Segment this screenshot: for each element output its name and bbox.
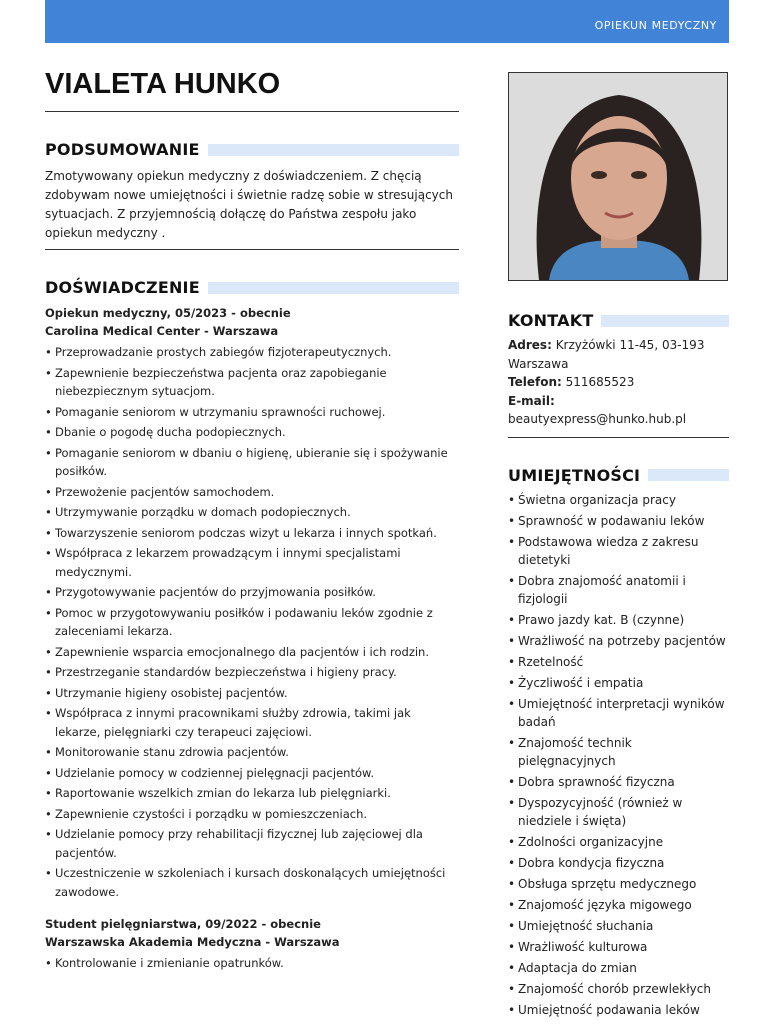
contact-details [508, 336, 729, 438]
skill-item: • Wrażliwość kulturowa [508, 938, 729, 956]
duty-item: • Pomaganie seniorom w dbaniu o higienę, ubieranie się i spożywanie posiłków. [45, 444, 459, 481]
duty-item: • Współpraca z lekarzem prowadzącym i innymi specjalistami medycznymi. [45, 544, 459, 581]
skill-item: • Znajomość chorób przewlekłych [508, 980, 729, 998]
duty-item: • Uczestniczenie w szkoleniach i kursach doskonalących umiejętności zawodowe. [45, 864, 459, 901]
duty-item: • Przygotowywanie pacjentów do przyjmowania posiłków. [45, 583, 459, 602]
job-company: Warszawska Akademia Medyczna - Warszawa [45, 935, 340, 949]
contact-section [508, 311, 729, 438]
job-entry [45, 304, 459, 901]
job-dates: , 09/2022 - obecnie [196, 917, 321, 931]
summary-text: Zmotywowany opiekun medyczny z doświadczeniem. Z chęcią zdobywam nowe umiejętności i świetnie radzę sobie w stresujących sytuacjach. Z przyjemnością dołączę do Państwa zespołu jako opiekun medyczny . [45, 167, 459, 250]
experience-section [45, 278, 459, 973]
job-position: Student pielęgniarstwa [45, 917, 197, 931]
skill-item: • Obsługa sprzętu medycznego [508, 875, 729, 893]
skill-item: • Umiejętność słuchania [508, 917, 729, 935]
address-value: Krzyżówki 11-45, 03-193 Warszawa [508, 338, 705, 371]
duty-item: • Udzielanie pomocy w codziennej pielęgnacji pacjentów. [45, 764, 459, 783]
duty-item: • Utrzymanie higieny osobistej pacjentów. [45, 684, 459, 703]
header-bar [45, 0, 729, 43]
skill-item: • Umiejętność interpretacji wyników badań [508, 695, 729, 731]
email-label: E-mail: [508, 393, 555, 408]
duty-item: • Monitorowanie stanu zdrowia pacjentów. [45, 743, 459, 762]
skills-section [508, 466, 729, 1019]
duty-item: • Utrzymywanie porządku w domach podopiecznych. [45, 503, 459, 522]
skill-item: • Adaptacja do zmian [508, 959, 729, 977]
duty-item: • Towarzyszenie seniorom podczas wizyt u lekarza i innych spotkań. [45, 524, 459, 543]
job-dates: , 05/2023 - obecnie [166, 306, 291, 320]
section-accent-bar [208, 282, 459, 294]
duty-item: • Zapewnienie bezpieczeństwa pacjenta oraz zapobieganie niebezpiecznym sytuacjom. [45, 364, 459, 401]
duty-item: • Zapewnienie czystości i porządku w pomieszczeniach. [45, 805, 459, 824]
phone-label: Telefon: [508, 375, 562, 389]
section-accent-bar [648, 469, 729, 481]
skill-item: • Umiejętność podawania leków [508, 1001, 729, 1019]
skill-item: • Świetna organizacja pracy [508, 491, 729, 509]
skill-item: • Życzliwość i empatia [508, 674, 729, 692]
skill-item: • Dobra sprawność fizyczna [508, 773, 729, 791]
profile-photo [508, 72, 728, 281]
phone-value[interactable]: 511685523 [561, 375, 635, 389]
duty-item: • Kontrolowanie i zmienianie opatrunków. [45, 954, 459, 973]
duty-item: • Przewożenie pacjentów samochodem. [45, 483, 459, 502]
skill-item: • Wrażliwość na potrzeby pacjentów [508, 632, 729, 650]
skills-list [508, 491, 729, 1019]
skill-item: • Znajomość technik pielęgnacyjnych [508, 734, 729, 770]
contact-title [508, 311, 729, 330]
summary-title [45, 140, 459, 159]
candidate-name: VIALETA HUNKO [45, 68, 459, 112]
portrait-image [509, 73, 727, 280]
address-label: Adres: [508, 338, 552, 352]
duty-item: • Pomaganie seniorom w utrzymaniu sprawności ruchowej. [45, 403, 459, 422]
job-entry [45, 915, 459, 973]
skills-title-text: UMIEJĘTNOŚCI [508, 465, 641, 485]
job-header [45, 304, 459, 340]
skills-title [508, 466, 729, 485]
job-duties-list [45, 954, 459, 973]
skill-item: • Podstawowa wiedza z zakresu dietetyki [508, 533, 729, 569]
skill-item: • Znajomość języka migowego [508, 896, 729, 914]
job-header [45, 915, 459, 951]
experience-title [45, 278, 459, 297]
summary-title-text: PODSUMOWANIE [45, 140, 200, 159]
job-position: Opiekun medyczny [45, 306, 167, 320]
skill-item: • Dobra znajomość anatomii i fizjologii [508, 572, 729, 608]
experience-title-text: DOŚWIADCZENIE [45, 278, 200, 297]
duty-item: • Zapewnienie wsparcia emocjonalnego dla pacjentów i ich rodzin. [45, 643, 459, 662]
job-company: Carolina Medical Center - Warszawa [45, 324, 279, 338]
duty-item: • Przestrzeganie standardów bezpieczeństwa i higieny pracy. [45, 663, 459, 682]
skill-item: • Rzetelność [508, 653, 729, 671]
duty-item: • Udzielanie pomocy przy rehabilitacji fizycznej lub zajęciowej dla pacjentów. [45, 825, 459, 862]
section-accent-bar [601, 315, 729, 327]
job-role-label: OPIEKUN MEDYCZNY [594, 19, 717, 32]
skill-item: • Dyspozycyjność (również w niedziele i święta) [508, 794, 729, 830]
duty-item: • Przeprowadzanie prostych zabiegów fizjoterapeutycznych. [45, 343, 459, 362]
job-duties-list [45, 343, 459, 901]
duty-item: • Raportowanie wszelkich zmian do lekarza lub pielęgniarki. [45, 784, 459, 803]
skill-item: • Zdolności organizacyjne [508, 833, 729, 851]
skill-item: • Prawo jazdy kat. B (czynne) [508, 611, 729, 629]
skill-item: • Sprawność w podawaniu leków [508, 512, 729, 530]
summary-section [45, 140, 459, 250]
contact-title-text: KONTAKT [508, 311, 594, 330]
right-column [508, 72, 729, 1022]
duty-item: • Współpraca z innymi pracownikami służby zdrowia, takimi jak lekarze, pielęgniarki czy terapeuci zajęciowi. [45, 704, 459, 741]
duty-item: • Dbanie o pogodę ducha podopiecznych. [45, 423, 459, 442]
left-column [45, 60, 459, 975]
email-value[interactable]: beautyexpress@hunko.hub.pl [508, 412, 687, 426]
duty-item: • Pomoc w przygotowywaniu posiłków i podawaniu leków zgodnie z zaleceniami lekarza. [45, 604, 459, 641]
section-accent-bar [208, 144, 459, 156]
skill-item: • Dobra kondycja fizyczna [508, 854, 729, 872]
